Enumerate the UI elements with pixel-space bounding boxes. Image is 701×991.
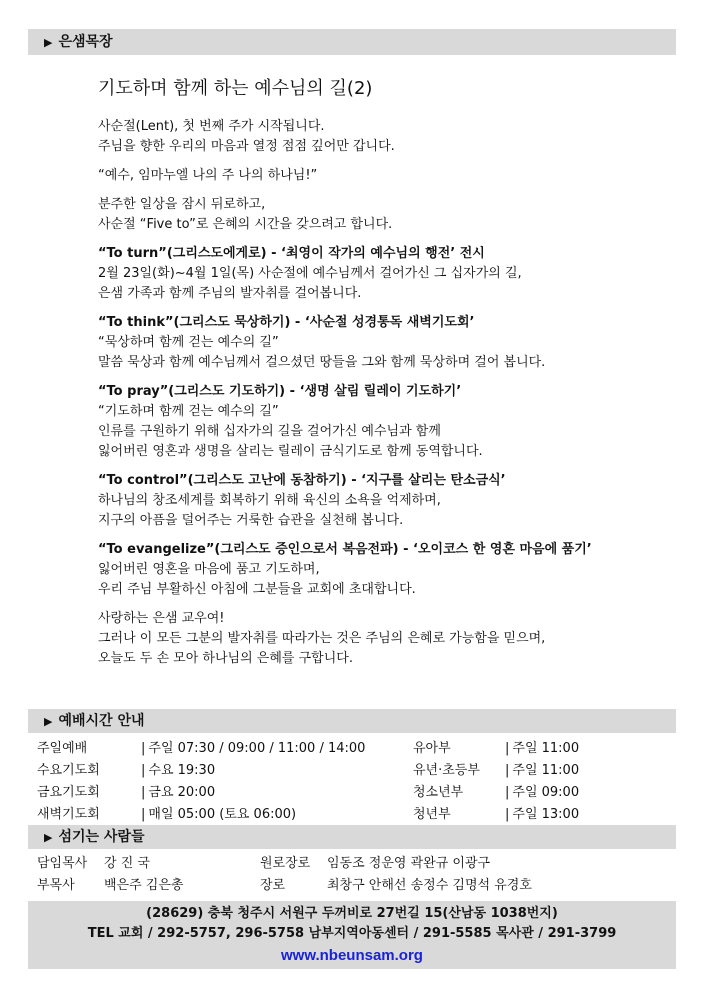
- separator: |: [505, 807, 510, 822]
- text-line: 은샘 가족과 함께 주님의 발자취를 걸어봅니다.: [98, 286, 362, 301]
- text-line: 사랑하는 은샘 교우여!: [98, 611, 225, 626]
- service-label: 새벽기도회: [37, 807, 100, 822]
- section-title: 섬기는 사람들: [58, 829, 145, 845]
- text-line: 하나님의 창조세계를 회복하기 위해 육신의 소욕을 억제하며,: [98, 493, 441, 508]
- separator: |: [141, 785, 146, 800]
- item-to-control: [98, 471, 578, 531]
- item-heading: “To pray”(그리스도 기도하기) - ‘생명 살림 릴레이 기도하기’: [98, 384, 462, 399]
- item-to-evangelize: [98, 540, 592, 600]
- service-label: 수요기도회: [37, 763, 100, 778]
- department-label: 유년·초등부: [413, 763, 480, 778]
- service-time: 금요 20:00: [148, 785, 216, 800]
- text-line: “예수, 임마누엘 나의 주 나의 하나님!”: [98, 168, 318, 183]
- staff-names: 백은주 김은총: [104, 878, 184, 893]
- text-line: “기도하며 함께 걷는 예수의 길”: [98, 404, 279, 419]
- section-title: 예배시간 안내: [58, 713, 145, 729]
- item-to-turn: [98, 244, 578, 304]
- staff-list: [37, 853, 677, 897]
- staff-names: 최창구 안해선 송정수 김명석 유경호: [327, 878, 532, 893]
- text-line: 사순절(Lent), 첫 번째 주가 시작됩니다.: [98, 119, 325, 134]
- service-time: 수요 19:30: [148, 763, 216, 778]
- triangle-icon: ▶: [44, 36, 53, 49]
- schedule-row: [37, 738, 677, 760]
- text-line: 지구의 아픔을 덜어주는 거룩한 습관을 실천해 봅니다.: [98, 513, 404, 528]
- department-label: 청소년부: [413, 785, 464, 800]
- text-line: 잃어버린 영혼을 마음에 품고 기도하며,: [98, 562, 320, 577]
- section-header-pastor: [28, 29, 676, 55]
- worship-schedule: [37, 738, 677, 826]
- separator: |: [505, 785, 510, 800]
- closing-paragraph: [98, 609, 578, 669]
- text-line: 그러나 이 모든 그분의 발자취를 따라가는 것은 주님의 은혜로 가능함을 믿으며,: [98, 631, 546, 646]
- department-time: 주일 11:00: [512, 741, 580, 756]
- schedule-row: [37, 782, 677, 804]
- text-line: 2월 23일(화)~4월 1일(목) 사순절에 예수님께서 걸어가신 그 십자가의 길,: [98, 266, 522, 281]
- intro-paragraph-3: [98, 195, 578, 235]
- department-label: 유아부: [413, 741, 451, 756]
- staff-row: [37, 853, 677, 875]
- department-time: 주일 13:00: [512, 807, 580, 822]
- department-time: 주일 09:00: [512, 785, 580, 800]
- separator: |: [141, 763, 146, 778]
- text-line: 주님을 향한 우리의 마음과 열정 점점 깊어만 갑니다.: [98, 139, 395, 154]
- separator: |: [505, 763, 510, 778]
- triangle-icon: ▶: [44, 715, 53, 728]
- separator: |: [141, 807, 146, 822]
- text-line: 사순절 “Five to”로 은혜의 시간을 갖으려고 합니다.: [98, 217, 393, 232]
- section-title: 은샘목장: [58, 34, 113, 50]
- staff-names: 강 진 국: [104, 856, 150, 871]
- text-line: “묵상하며 함께 걷는 예수의 길”: [98, 335, 279, 350]
- separator: |: [505, 741, 510, 756]
- staff-names: 임동조 정운영 곽완규 이광구: [327, 856, 491, 871]
- church-phone: TEL 교회 / 292-5757, 296-5758 남부지역아동센터 / 291-5585 목사관 / 291-3799: [87, 926, 617, 941]
- department-label: 청년부: [413, 807, 451, 822]
- item-heading: “To evangelize”(그리스도 증인으로서 복음전파) - ‘오이코스 한 영혼 마음에 품기’: [98, 542, 592, 557]
- section-header-worship: [28, 709, 676, 733]
- staff-role: 장로: [260, 878, 286, 893]
- staff-role: 원로장로: [260, 856, 311, 871]
- service-time: 주일 07:30 / 09:00 / 11:00 / 14:00: [148, 741, 366, 756]
- service-label: 금요기도회: [37, 785, 100, 800]
- item-heading: “To control”(그리스도 고난에 동참하기) - ‘지구를 살리는 탄소금식’: [98, 473, 506, 488]
- staff-role: 담임목사: [37, 856, 88, 871]
- church-address: (28629) 충북 청주시 서원구 두꺼비로 27번길 15(산남동 1038번지): [146, 906, 558, 921]
- text-line: 분주한 일상을 잠시 뒤로하고,: [98, 197, 266, 212]
- article-title: 기도하며 함께 하는 예수님의 길(2): [98, 78, 373, 99]
- text-line: 우리 주님 부활하신 아침에 그분들을 교회에 초대합니다.: [98, 582, 416, 597]
- intro-paragraph-2: [98, 166, 578, 186]
- text-line: 말씀 묵상과 함께 예수님께서 걸으셨던 땅들을 그와 함께 묵상하며 걸어 봅니다.: [98, 355, 546, 370]
- item-heading: “To turn”(그리스도에게로) - ‘최영이 작가의 예수님의 행전’ 전시: [98, 246, 485, 261]
- item-to-pray: [98, 382, 578, 462]
- intro-paragraph-1: [98, 117, 578, 157]
- staff-row: [37, 875, 677, 897]
- item-to-think: [98, 313, 578, 373]
- footer: [28, 901, 676, 969]
- section-header-staff: [28, 825, 676, 849]
- schedule-row: [37, 804, 677, 826]
- text-line: 잃어버린 영혼과 생명을 살리는 릴레이 금식기도로 함께 동역합니다.: [98, 444, 483, 459]
- website-link[interactable]: www.nbeunsam.org: [281, 947, 423, 964]
- text-line: 오늘도 두 손 모아 하나님의 은혜를 구합니다.: [98, 651, 353, 666]
- article: [98, 78, 592, 678]
- separator: |: [141, 741, 146, 756]
- service-time: 매일 05:00 (토요 06:00): [148, 807, 297, 822]
- service-label: 주일예배: [37, 741, 88, 756]
- staff-role: 부목사: [37, 878, 75, 893]
- item-heading: “To think”(그리스도 묵상하기) - ‘사순절 성경통독 새벽기도회’: [98, 315, 475, 330]
- triangle-icon: ▶: [44, 831, 53, 844]
- text-line: 인류를 구원하기 위해 십자가의 길을 걸어가신 예수님과 함께: [98, 424, 441, 439]
- department-time: 주일 11:00: [512, 763, 580, 778]
- schedule-row: [37, 760, 677, 782]
